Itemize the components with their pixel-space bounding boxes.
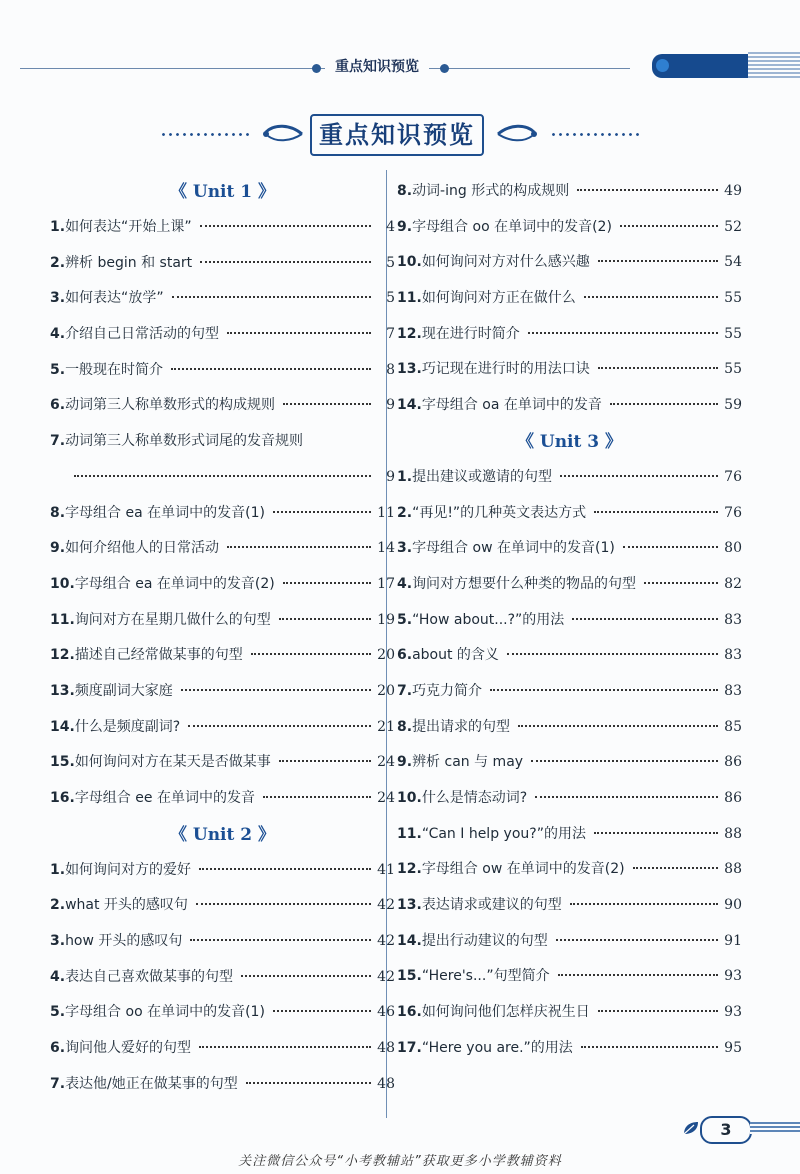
dot-leader (227, 332, 371, 334)
entry-title: “Here's...”句型简介 (421, 968, 550, 985)
dot-leader (279, 618, 371, 620)
banner-frame (310, 114, 484, 156)
entry-page: 85 (724, 718, 742, 735)
entry-page: 21 (377, 718, 395, 735)
entry-number: 9. (50, 540, 66, 557)
entry-page: 91 (724, 932, 742, 949)
toc-entry[interactable] (50, 567, 395, 603)
section-banner (140, 112, 660, 158)
entry-page: 83 (724, 647, 742, 664)
entry-page: 59 (724, 397, 742, 414)
entry-title: 现在进行时简介 (421, 325, 520, 342)
entry-page: 11 (377, 504, 395, 521)
entry-title: 巧克力简介 (412, 682, 483, 699)
dot-leader (227, 546, 371, 548)
toc-entry[interactable] (50, 531, 395, 567)
dot-leader (283, 582, 371, 584)
swirl-right-icon (496, 122, 540, 146)
dot-leader (190, 939, 371, 941)
banner-dots-left (160, 133, 250, 136)
dot-leader (584, 296, 718, 298)
dot-leader (241, 975, 371, 977)
dot-leader (535, 796, 718, 798)
entry-title: 询问对方在星期几做什么的句型 (74, 611, 271, 628)
toc-entry[interactable] (397, 531, 742, 567)
dot-leader (531, 760, 718, 762)
entry-title: 字母组合 oo 在单词中的发音(1) (65, 1004, 265, 1021)
dot-leader (572, 618, 718, 620)
toc-entry[interactable] (50, 388, 395, 424)
entry-number: 1. (50, 219, 66, 235)
dot-leader (283, 403, 371, 405)
entry-number: 13. (50, 682, 75, 699)
toc-entry[interactable] (397, 388, 742, 424)
entry-title: 介绍自己日常活动的句型 (65, 326, 220, 343)
dot-leader (560, 475, 718, 477)
dot-leader (172, 296, 371, 298)
entry-number: 16. (50, 790, 75, 806)
page-badge-stripes (750, 1122, 800, 1134)
entry-title: 动词第三人称单数形式词尾的发音规则 (65, 433, 304, 450)
toc-entry[interactable] (397, 959, 742, 995)
dot-leader (556, 939, 718, 941)
entry-title: “Here you are.”的用法 (421, 1039, 573, 1056)
toc-entry[interactable] (50, 995, 395, 1031)
page-number-badge (680, 1114, 800, 1142)
toc-entry[interactable] (50, 924, 395, 960)
entry-number: 8. (397, 183, 413, 199)
entry-number: 12. (397, 861, 422, 878)
toc-entry[interactable] (397, 995, 742, 1031)
entry-title: 字母组合 ea 在单词中的发音(1) (65, 504, 265, 521)
entry-page: 42 (377, 933, 395, 950)
entry-page: 42 (377, 897, 395, 914)
entry-title: 表达自己喜欢做某事的句型 (65, 968, 234, 985)
dot-leader (594, 511, 718, 513)
entry-page: 19 (377, 611, 395, 628)
entry-page: 83 (724, 611, 742, 628)
entry-number: 2. (50, 254, 66, 271)
entry-title: 描述自己经常做某事的句型 (74, 647, 243, 664)
toc-entry[interactable] (50, 603, 395, 639)
entry-page: 17 (377, 575, 395, 592)
entry-number: 12. (397, 325, 422, 342)
dot-leader (633, 867, 718, 869)
toc-entry[interactable] (397, 852, 742, 888)
entry-title: 表达他/她正在做某事的句型 (65, 1075, 238, 1092)
entry-number: 10. (397, 790, 422, 806)
entry-title: 辨析 begin 和 start (65, 254, 193, 271)
toc-entry[interactable] (50, 317, 395, 353)
toc-entry[interactable] (397, 710, 742, 746)
toc-entry[interactable] (397, 924, 742, 960)
entry-title: 字母组合 ow 在单词中的发音(2) (421, 861, 625, 878)
dot-leader (188, 725, 371, 727)
entry-title: 如何表达“开始上课” (65, 219, 192, 235)
toc-entry[interactable] (50, 353, 395, 389)
toc-entry[interactable] (50, 710, 395, 746)
toc-entry[interactable] (397, 674, 742, 710)
entry-page: 42 (377, 968, 395, 985)
entry-number: 14. (397, 397, 422, 414)
toc-right-column (397, 174, 742, 1067)
unit-heading: 《 Unit 2 》 (169, 824, 276, 845)
dot-leader (577, 189, 718, 191)
entry-page: 88 (724, 825, 742, 842)
entry-title: 字母组合 ow 在单词中的发音(1) (412, 540, 615, 557)
entry-number: 11. (397, 825, 422, 842)
dot-leader (507, 653, 718, 655)
footer-note: 关注微信公众号“小考教辅站”获取更多小学教辅资料 (238, 1154, 562, 1169)
entry-page: 83 (724, 682, 742, 699)
header-dot-left (312, 64, 321, 73)
entry-number: 13. (397, 361, 422, 378)
toc-entry[interactable] (397, 888, 742, 924)
entry-number: 11. (397, 290, 422, 307)
toc-entry[interactable] (50, 888, 395, 924)
entry-page: 49 (724, 183, 742, 199)
entry-title: 询问对方想要什么种类的物品的句型 (412, 575, 637, 592)
dot-leader (610, 403, 718, 405)
page-number: 3 (700, 1116, 752, 1144)
dot-leader (251, 653, 371, 655)
entry-number: 9. (397, 218, 413, 235)
entry-number: 5. (50, 1004, 66, 1021)
entry-number: 16. (397, 1004, 422, 1021)
entry-page: 20 (377, 682, 395, 699)
toc-entry-continuation (50, 460, 395, 496)
entry-number: 6. (50, 397, 66, 414)
entry-title: what 开头的感叹句 (65, 897, 188, 914)
entry-page: 90 (724, 897, 742, 914)
entry-title: 如何询问对方对什么感兴趣 (421, 254, 590, 271)
entry-number: 17. (397, 1039, 422, 1056)
toc-entry[interactable] (50, 781, 395, 817)
entry-number: 11. (50, 611, 75, 628)
toc-entry[interactable] (397, 1031, 742, 1067)
dot-leader (273, 1010, 371, 1012)
dot-leader (644, 582, 718, 584)
entry-page: 76 (724, 468, 742, 485)
entry-page: 93 (724, 1004, 742, 1021)
entry-number: 3. (50, 290, 66, 307)
entry-title: how 开头的感叹句 (65, 933, 183, 950)
dot-leader (570, 903, 718, 905)
header-decoration-block (652, 54, 748, 78)
entry-title: about 的含义 (412, 647, 499, 664)
entry-number: 8. (397, 718, 413, 735)
entry-page: 24 (377, 754, 395, 771)
dot-leader (279, 760, 371, 762)
entry-title: 动词-ing 形式的构成规则 (412, 183, 570, 199)
entry-number: 15. (50, 754, 75, 771)
dot-leader (598, 367, 718, 369)
banner-dots-right (550, 133, 640, 136)
entry-title: “再见!”的几种英文表达方式 (412, 504, 587, 521)
toc-entry[interactable] (397, 496, 742, 532)
entry-page: 5 (386, 254, 395, 271)
entry-page: 55 (724, 325, 742, 342)
dot-leader (200, 225, 371, 227)
toc-entry[interactable] (50, 496, 395, 532)
entry-title: 如何询问对方正在做什么 (421, 290, 576, 307)
entry-page: 9 (386, 397, 395, 414)
entry-page: 86 (724, 790, 742, 806)
toc-entry[interactable] (50, 1067, 395, 1103)
entry-number: 6. (50, 1040, 66, 1057)
entry-page: 8 (386, 361, 395, 378)
entry-number: 10. (50, 575, 75, 592)
entry-number: 3. (397, 540, 413, 557)
toc-entry[interactable] (50, 674, 395, 710)
entry-number: 14. (397, 932, 422, 949)
entry-title: 提出请求的句型 (412, 718, 511, 735)
entry-title: 如何询问对方在某天是否做某事 (74, 754, 271, 771)
dot-leader (246, 1082, 371, 1084)
entry-number: 10. (397, 254, 422, 271)
dot-leader (623, 546, 718, 548)
dot-leader (558, 974, 718, 976)
entry-title: 什么是频度副词? (74, 718, 181, 735)
entry-page: 80 (724, 540, 742, 557)
dot-leader (598, 260, 718, 262)
dot-leader (199, 868, 371, 870)
entry-number: 6. (397, 647, 413, 664)
entry-page: 86 (724, 754, 742, 771)
entry-title: 一般现在时简介 (65, 361, 164, 378)
entry-number: 13. (397, 897, 422, 914)
dot-leader (263, 796, 371, 798)
toc-entry[interactable] (50, 246, 395, 282)
toc-entry[interactable] (397, 317, 742, 353)
toc-entry[interactable] (50, 210, 395, 246)
entry-number: 5. (397, 611, 413, 628)
entry-page: 76 (724, 504, 742, 521)
dot-leader (196, 903, 371, 905)
dot-leader (490, 689, 718, 691)
dot-leader (171, 368, 371, 370)
toc-entry[interactable] (397, 210, 742, 246)
toc-entry[interactable] (50, 1031, 395, 1067)
entry-title: 辨析 can 与 may (412, 754, 524, 771)
dot-leader (199, 1046, 371, 1048)
entry-number: 2. (50, 897, 66, 914)
entry-title: 什么是情态动词? (421, 790, 528, 806)
entry-number: 3. (50, 933, 66, 950)
toc-entry[interactable] (397, 245, 742, 281)
entry-page: 82 (724, 575, 742, 592)
entry-number: 7. (397, 682, 413, 699)
entry-title: 字母组合 oa 在单词中的发音 (421, 397, 602, 414)
leaf-icon (682, 1120, 700, 1136)
entry-page: 48 (377, 1075, 395, 1092)
entry-page: 55 (724, 361, 742, 378)
toc-entry[interactable] (397, 174, 742, 210)
toc-entry[interactable] (50, 638, 395, 674)
entry-title: “How about...?”的用法 (412, 611, 565, 628)
header-title: 重点知识预览 (325, 56, 429, 76)
entry-title: 字母组合 ee 在单词中的发音 (74, 790, 255, 806)
entry-page: 46 (377, 1004, 395, 1021)
dot-leader (74, 475, 371, 477)
dot-leader (181, 689, 371, 691)
entry-page: 4 (386, 219, 395, 235)
unit-heading: 《 Unit 3 》 (516, 431, 623, 452)
toc-entry[interactable] (397, 817, 742, 853)
dot-leader (594, 832, 718, 834)
toc-entry[interactable] (50, 853, 395, 889)
entry-page: 48 (377, 1040, 395, 1057)
entry-number: 9. (397, 754, 413, 771)
entry-page: 52 (724, 218, 742, 235)
unit-heading: 《 Unit 1 》 (169, 182, 276, 202)
entry-number: 5. (50, 361, 66, 378)
entry-number: 4. (397, 575, 413, 592)
entry-page: 41 (377, 861, 395, 878)
entry-title: 如何询问他们怎样庆祝生日 (421, 1004, 590, 1021)
entry-title: 如何介绍他人的日常活动 (65, 540, 220, 557)
entry-title: 如何表达“放学” (65, 290, 164, 307)
header-band (0, 52, 800, 80)
entry-number: 7. (50, 1075, 66, 1092)
entry-page: 20 (377, 647, 395, 664)
header-stripes (748, 52, 800, 80)
entry-title: 提出行动建议的句型 (421, 932, 548, 949)
dot-leader (620, 225, 718, 227)
entry-number: 4. (50, 968, 66, 985)
entry-number: 15. (397, 968, 422, 985)
entry-number: 12. (50, 647, 75, 664)
entry-number: 1. (50, 861, 66, 878)
entry-page: 24 (377, 790, 395, 806)
toc-entry[interactable] (397, 638, 742, 674)
toc-entry[interactable] (50, 281, 395, 317)
entry-title: 动词第三人称单数形式的构成规则 (65, 397, 276, 414)
dot-leader (518, 725, 718, 727)
header-dot-right (440, 64, 449, 73)
entry-page: 7 (386, 326, 395, 343)
entry-page: 14 (377, 540, 395, 557)
entry-page: 5 (386, 290, 395, 307)
toc-entry[interactable] (397, 781, 742, 817)
entry-title: 频度副词大家庭 (74, 682, 173, 699)
dot-leader (581, 1046, 718, 1048)
entry-page: 55 (724, 290, 742, 307)
entry-number: 2. (397, 504, 413, 521)
swirl-left-icon (260, 122, 304, 146)
entry-title: 表达请求或建议的句型 (421, 897, 562, 914)
entry-title: 询问他人爱好的句型 (65, 1040, 192, 1057)
entry-page: 54 (724, 254, 742, 271)
entry-title: 字母组合 oo 在单词中的发音(2) (412, 218, 612, 235)
entry-number: 14. (50, 718, 75, 735)
entry-page: 93 (724, 968, 742, 985)
toc-entry[interactable] (397, 460, 742, 496)
dot-leader (598, 1010, 718, 1012)
toc-entry[interactable] (50, 960, 395, 996)
toc-entry[interactable] (397, 352, 742, 388)
entry-page: 88 (724, 861, 742, 878)
toc-entry[interactable] (397, 281, 742, 317)
entry-number: 4. (50, 326, 66, 343)
entry-title: 巧记现在进行时的用法口诀 (421, 361, 590, 378)
entry-page: 95 (724, 1039, 742, 1056)
dot-leader (273, 511, 371, 513)
dot-leader (200, 261, 371, 263)
entry-page: 9 (386, 468, 395, 485)
entry-title: “Can I help you?”的用法 (421, 825, 586, 842)
toc-entry[interactable] (397, 745, 742, 781)
toc-entry[interactable] (397, 567, 742, 603)
entry-title: 字母组合 ea 在单词中的发音(2) (74, 575, 275, 592)
toc-left-column (50, 174, 395, 1103)
entry-number: 7. (50, 433, 66, 450)
toc-entry[interactable] (50, 424, 395, 460)
entry-title: 如何询问对方的爱好 (65, 861, 192, 878)
entry-number: 1. (397, 468, 413, 485)
banner-title: 重点知识预览 (319, 121, 475, 149)
entry-title: 提出建议或邀请的句型 (412, 468, 553, 485)
entry-number: 8. (50, 504, 66, 521)
dot-leader (528, 332, 718, 334)
toc-entry[interactable] (50, 745, 395, 781)
toc-entry[interactable] (397, 603, 742, 639)
